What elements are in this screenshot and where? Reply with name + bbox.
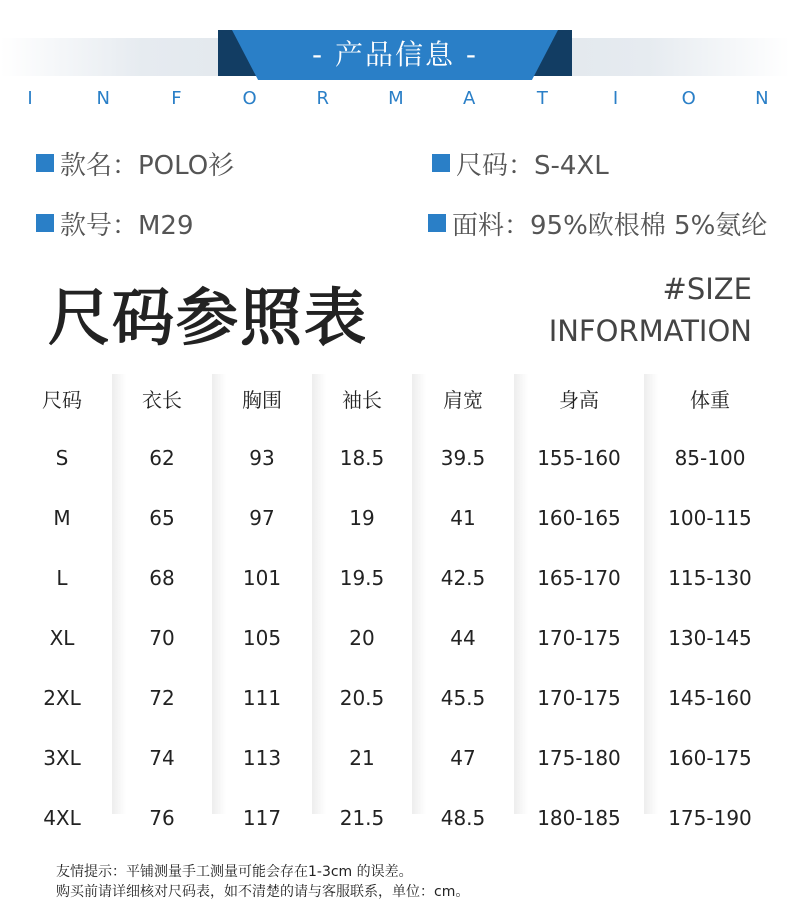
table-cell: 44 <box>450 626 476 650</box>
size-information-subtitle <box>549 268 752 352</box>
size-chart-title: 尺码参照表 <box>48 281 369 354</box>
table-row <box>12 788 776 848</box>
table-header-cell: 衣长 <box>142 387 182 412</box>
table-cell: 115-130 <box>668 566 752 590</box>
table-cell: 68 <box>149 566 175 590</box>
table-header-cell: 肩宽 <box>443 387 483 412</box>
info-letter: M <box>388 88 404 109</box>
spec-style-name-text: 款名：POLO衫 <box>60 150 235 181</box>
table-cell: L <box>56 566 68 590</box>
table-cell: 117 <box>242 806 282 830</box>
table-cell: 180-185 <box>537 806 621 830</box>
table-header-cell: 袖长 <box>342 387 382 412</box>
table-cell: 175-190 <box>668 806 752 830</box>
table-row <box>12 668 776 728</box>
info-letter: N <box>755 88 769 109</box>
info-letter: N <box>96 88 110 109</box>
info-letter: I <box>612 88 619 109</box>
table-cell: 72 <box>149 686 175 710</box>
header-title: - 产品信息 - <box>311 38 478 71</box>
square-bullet-icon <box>36 154 54 172</box>
size-table <box>12 368 776 848</box>
table-cell: 97 <box>249 506 275 530</box>
footer-note <box>56 862 469 902</box>
table-header-cell: 身高 <box>559 387 599 412</box>
table-cell: 3XL <box>43 746 81 770</box>
spec-size-range-text: 尺码：S-4XL <box>456 150 609 181</box>
table-cell: 19.5 <box>339 566 385 590</box>
table-cell: 76 <box>149 806 175 830</box>
table-cell: 20 <box>349 626 375 650</box>
table-row <box>12 608 776 668</box>
spec-style-name <box>36 145 234 181</box>
table-row <box>12 548 776 608</box>
spec-size-range <box>432 145 609 181</box>
table-cell: 18.5 <box>339 446 385 470</box>
table-cell: 175-180 <box>537 746 621 770</box>
table-cell: 2XL <box>43 686 81 710</box>
table-cell: 113 <box>242 746 282 770</box>
footer-note-line2: 购买前请详细核对尺码表，如不清楚的请与客服联系，单位：cm。 <box>56 884 470 900</box>
table-cell: 42.5 <box>440 566 486 590</box>
table-cell: 160-165 <box>537 506 621 530</box>
spec-style-number-text: 款号：M29 <box>60 210 194 241</box>
table-header-row <box>12 368 776 428</box>
table-cell: 165-170 <box>537 566 621 590</box>
square-bullet-icon <box>432 154 450 172</box>
table-row <box>12 428 776 488</box>
info-letter: T <box>536 88 548 109</box>
table-cell: 130-145 <box>668 626 752 650</box>
header <box>0 0 790 120</box>
table-cell: 21.5 <box>339 806 385 830</box>
table-cell: 74 <box>149 746 175 770</box>
spec-fabric-text: 面料：95%欧根棉 5%氨纶 <box>452 210 768 241</box>
square-bullet-icon <box>36 214 54 232</box>
table-cell: 145-160 <box>668 686 752 710</box>
table-cell: S <box>55 446 69 470</box>
table-cell: 101 <box>242 566 282 590</box>
table-cell: 70 <box>149 626 175 650</box>
table-row <box>12 728 776 788</box>
table-header-cell: 尺码 <box>42 387 82 412</box>
table-header-cell: 体重 <box>690 387 730 412</box>
info-letter: A <box>462 88 476 109</box>
size-subtitle-line2: INFORMATION <box>548 314 752 348</box>
table-cell: 19 <box>349 506 375 530</box>
table-header-cell: 胸围 <box>242 387 282 412</box>
footer-note-line1: 友情提示：平铺测量手工测量可能会存在1-3cm 的误差。 <box>56 864 413 880</box>
table-cell: 93 <box>249 446 275 470</box>
info-letter: I <box>27 88 33 109</box>
table-cell: 41 <box>450 506 476 530</box>
table-cell: 21 <box>349 746 375 770</box>
table-cell: 4XL <box>43 806 81 830</box>
table-row <box>12 488 776 548</box>
table-cell: 160-175 <box>668 746 752 770</box>
size-subtitle-line1: #SIZE <box>662 272 752 306</box>
table-cell: 100-115 <box>668 506 752 530</box>
table-cell: M <box>53 506 71 530</box>
table-cell: 170-175 <box>537 686 621 710</box>
table-cell: 105 <box>242 626 282 650</box>
table-cell: 39.5 <box>440 446 486 470</box>
info-letter: R <box>316 88 329 109</box>
table-cell: 48.5 <box>440 806 486 830</box>
spec-fabric <box>428 205 767 241</box>
square-bullet-icon <box>428 214 446 232</box>
spec-style-number <box>36 205 194 241</box>
info-letter: O <box>242 88 257 109</box>
table-cell: 45.5 <box>440 686 486 710</box>
table-cell: 62 <box>149 446 175 470</box>
table-cell: 65 <box>149 506 175 530</box>
table-cell: 85-100 <box>674 446 746 470</box>
table-cell: 47 <box>450 746 476 770</box>
information-letters <box>22 88 770 112</box>
table-cell: 20.5 <box>339 686 385 710</box>
table-cell: XL <box>49 626 75 650</box>
table-cell: 170-175 <box>537 626 621 650</box>
table-cell: 155-160 <box>537 446 621 470</box>
info-letter: O <box>681 88 696 109</box>
info-letter: F <box>171 88 182 109</box>
table-cell: 111 <box>242 686 282 710</box>
